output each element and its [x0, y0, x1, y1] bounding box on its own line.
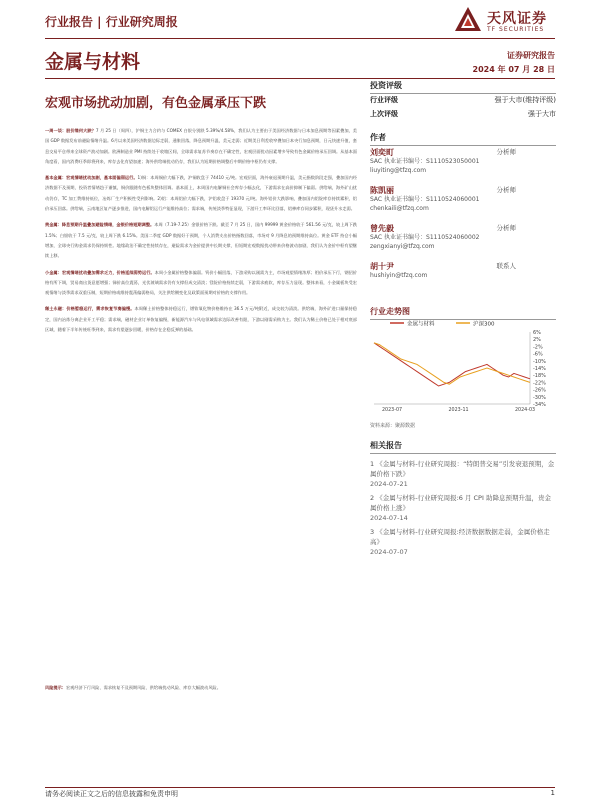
paragraph-text: 7 月 25 日（周四），沪铜主力合约与 COMEX 白银分别跌 5.39%/4.58%，我们认为主要由于美国经济数据与日本加息预期等因素叠加，美国 GDP 数据发布前避险情绪升温。6月以来美国经济数据边际走弱，通胀回落，降息预期升温，美元走弱；近期美日利差收窄叠加日本央行加息预期，日元快速升值，套息交易平仓带来全球资产波动加剧。欧洲制造业 PMI 持续处于收缩区间，全球需求复苏节奏存在不确定性，宏观层面扰动因素增多导致有色金属价格承压回调。从基本面角度看，国内消费旺季即将到来，库存去化有望加速；海外供给端扰动仍存，我们认为短期价格调整后中期价格中枢仍有支撑。	[45, 128, 357, 164]
legend-label: 金属与材料	[407, 321, 435, 328]
author-card	[370, 262, 556, 280]
logo-text-en: TF SECURITIES	[487, 26, 545, 33]
author-role: 联系人	[496, 262, 516, 270]
company-logo	[453, 5, 563, 39]
section-divider	[370, 93, 556, 94]
author-name: 陈凯丽	[370, 186, 394, 195]
related-title: 相关报告	[370, 441, 402, 450]
trend-chart-svg	[370, 318, 556, 414]
report-date: 2024 年 07 月 28 日	[472, 65, 555, 74]
report-title: 金属与材料	[45, 51, 141, 73]
y-tick-label: -22%	[533, 380, 546, 387]
paragraph-text: 本周稀土价格整体持稳运行，镨钕氧化物价格维持在 36.5 万元/吨附近，成交较为清淡。供给端，海外矿进口量保持稳定，国内冶炼分离企业开工平稳；需求端，磁材企业订单恢复偏慢，新能源汽车与风电领域需求边际改善有限，下游以刚需采购为主。我们认为稀土价格已处于相对底部区域，随着下半年传统旺季到来，需求有望逐步回暖，价格存在企稳反弹的基础。	[45, 306, 357, 333]
related-num: 2	[370, 494, 375, 502]
author-email[interactable]: hushiyin@tfzq.com	[370, 272, 428, 279]
paragraph-lead: 稀土永磁：价格暂稳运行，需求恢复节奏偏慢。	[45, 306, 135, 312]
body-paragraph	[45, 173, 357, 214]
logo-text-cn: 天风证券	[487, 11, 547, 27]
title-divider	[45, 78, 555, 79]
y-tick-label: 2%	[533, 337, 541, 344]
authors-section	[370, 132, 556, 146]
series-line-1	[374, 343, 530, 386]
author-role: 分析师	[496, 186, 516, 194]
rating-row	[370, 95, 556, 107]
author-name: 胡十尹	[370, 262, 394, 271]
series-line-2	[374, 343, 530, 384]
legend-label: 沪深300	[473, 321, 495, 328]
paragraph-text: 本周小金属价格整体偏弱。钨价小幅回落，下游采购以刚需为主，市场观望情绪浓厚；钼价承压下行，钢招价格有所下调，贸易商出货意愿增强；锑价高位震荡，光伏玻璃需求仍有支撑但成交清淡；镁锭价格持续走弱，下游需求疲软，库存压力显现。整体来看，小金属板块受宏观情绪与淡季需求双重压制，短期价格或维持震荡偏弱格局，关注供给侧变化及政策面预期对价格的支撑作用。	[45, 269, 357, 296]
trend-chart	[370, 318, 556, 414]
related-num: 3	[370, 528, 375, 536]
author-email[interactable]: chenkaili@tfzq.com	[370, 205, 429, 212]
y-tick-label: -10%	[533, 358, 546, 365]
report-type: 证券研究报告	[507, 51, 555, 60]
footer-disclaimer: 请务必阅读正文之后的信息披露和免责申明	[45, 790, 178, 798]
author-card	[370, 224, 556, 251]
related-num: 1	[370, 460, 375, 468]
paragraph-text: 本周（7.19-7.25）金银价格下跌。截至 7 月 25 日，国内 99999 黄金价格收于 561.56 元/克，较上周下跌 1.5%；白银收于 7.5 元/克，较上周下跌 6.15%。美国二季度 GDP 数据好于预期，个人消费支出价格指数回落，市场对 9 月降息的预期维持高位。黄金 ETF 持仓小幅增加，全球央行购金需求仍保持韧性。地缘政治不确定性持续存在，避险需求为金价提供中长期支撑，但短期宏观数据扰动带来价格波动加剧，我们认为金价中枢有望继续上移。	[45, 222, 358, 259]
author-cert: SAC 执业证书编号：S1110523050001	[370, 158, 480, 165]
trend-title: 行业走势图	[370, 307, 410, 316]
author-cert: SAC 执业证书编号：S1110524060001	[370, 196, 480, 203]
report-subtitle: 宏观市场扰动加剧，有色金属承压下跌	[45, 96, 267, 111]
body-paragraph	[45, 220, 357, 261]
paragraph-text: 1)铜：本周铜价大幅下跌，沪铜收盘于 74410 元/吨。宏观层面，海外衰退预期升温，美元指数阶段走强，叠加国内经济数据不及预期，投资者情绪趋于谨慎，铜价跟随有色板块整体回调。基本面上，本周国内电解铜社会库存小幅去化，下游需求在高价抑制下偏弱。供给端，海外矿山扰动仍存，TC 加工费维持低位，冶炼厂生产积极性受到影响。2)铝：本周铝价大幅下跌，沪铝收盘于 19370 元/吨。海外铝价大跌影响，叠加国内铝锭库存持续累积，铝价承压回落。供给端，云南地区复产逐步推进，国内电解铝运行产能维持高位；需求端，传统淡季特征显现，下游开工率环比回落，铝棒库存同步累积，现货升水走弱。	[45, 175, 357, 212]
body-paragraph	[45, 126, 357, 167]
y-tick-label: -18%	[533, 373, 546, 380]
related-list	[370, 459, 556, 561]
related-item[interactable]	[370, 459, 556, 489]
x-tick-label: 2024-03	[515, 408, 536, 413]
header-divider	[45, 38, 555, 39]
y-tick-label: 6%	[533, 330, 541, 336]
related-text: 《金属与材料-行业研究周报:6 月 CPI 助降息预期升温，贵金属价格上涨》	[370, 494, 551, 512]
author-role: 分析师	[496, 148, 516, 156]
related-item[interactable]	[370, 493, 556, 523]
related-text: 《金属与材料-行业研究周报：“特朗普交易”引发衰退预期，金属价格下跌》	[370, 460, 555, 478]
y-tick-label: -6%	[533, 351, 543, 358]
body-paragraph	[45, 268, 357, 299]
rating-key: 行业评级	[370, 96, 398, 104]
rating-row	[370, 109, 556, 121]
author-name: 刘奕町	[370, 148, 394, 157]
related-date: 2024-07-07	[370, 548, 408, 556]
risk-lead: 风险提示：	[45, 685, 66, 690]
author-role: 分析师	[496, 224, 516, 232]
paragraph-lead: 贵金属：降息预期升温叠加避险情绪，金银价格短期调整。	[45, 222, 155, 228]
paragraph-lead: 基本金属：宏观情绪扰动加剧，基本面偏弱运行。	[45, 175, 138, 181]
author-name: 曾先毅	[370, 224, 394, 233]
y-tick-label: -14%	[533, 366, 546, 372]
chart-source: 资料来源：聚源数据	[370, 423, 416, 429]
logo-mark-icon	[453, 5, 483, 35]
y-tick-label: -34%	[533, 402, 546, 408]
related-date: 2024-07-21	[370, 480, 408, 488]
author-cert: SAC 执业证书编号：S1110524060002	[370, 234, 480, 241]
y-tick-label: -26%	[533, 387, 546, 394]
rating-key: 上次评级	[370, 110, 398, 118]
section-divider	[370, 145, 556, 146]
report-body	[45, 126, 357, 341]
body-paragraph	[45, 304, 357, 335]
authors-title: 作者	[370, 133, 386, 142]
x-tick-label: 2023-07	[382, 408, 403, 413]
risk-notice	[45, 683, 357, 693]
author-card	[370, 186, 556, 213]
footer-divider	[45, 787, 555, 788]
related-item[interactable]	[370, 527, 556, 557]
x-tick-label: 2023-11	[448, 408, 469, 413]
y-tick-label: -2%	[533, 344, 543, 351]
header-breadcrumb: 行业报告 | 行业研究周报	[45, 15, 178, 29]
related-date: 2024-07-14	[370, 514, 408, 522]
rating-value: 强于大市(维持评级)	[494, 96, 556, 104]
author-card	[370, 148, 556, 175]
section-divider	[370, 453, 556, 454]
related-text: 《金属与材料-行业研究周报:经济数据数据走弱，金属价格走高》	[370, 528, 550, 546]
y-tick-label: -30%	[533, 394, 546, 401]
paragraph-lead: 小金属：宏观情绪扰动叠加需求乏力，价格延续弱势运行。	[45, 269, 155, 275]
rating-value: 强于大市	[528, 110, 556, 118]
paragraph-lead: 一周一谈：股价缘何大跌？	[45, 128, 96, 133]
page-number: 1	[550, 789, 555, 797]
author-email[interactable]: liuyiting@tfzq.com	[370, 167, 427, 174]
rating-section	[370, 80, 556, 94]
risk-text: 宏观经济下行风险、需求恢复不及预期风险、供给端扰动风险、库存大幅波动风险。	[65, 685, 221, 690]
rating-title: 投资评级	[370, 81, 402, 90]
related-section	[370, 440, 556, 454]
author-email[interactable]: zengxianyi@tfzq.com	[370, 243, 435, 250]
